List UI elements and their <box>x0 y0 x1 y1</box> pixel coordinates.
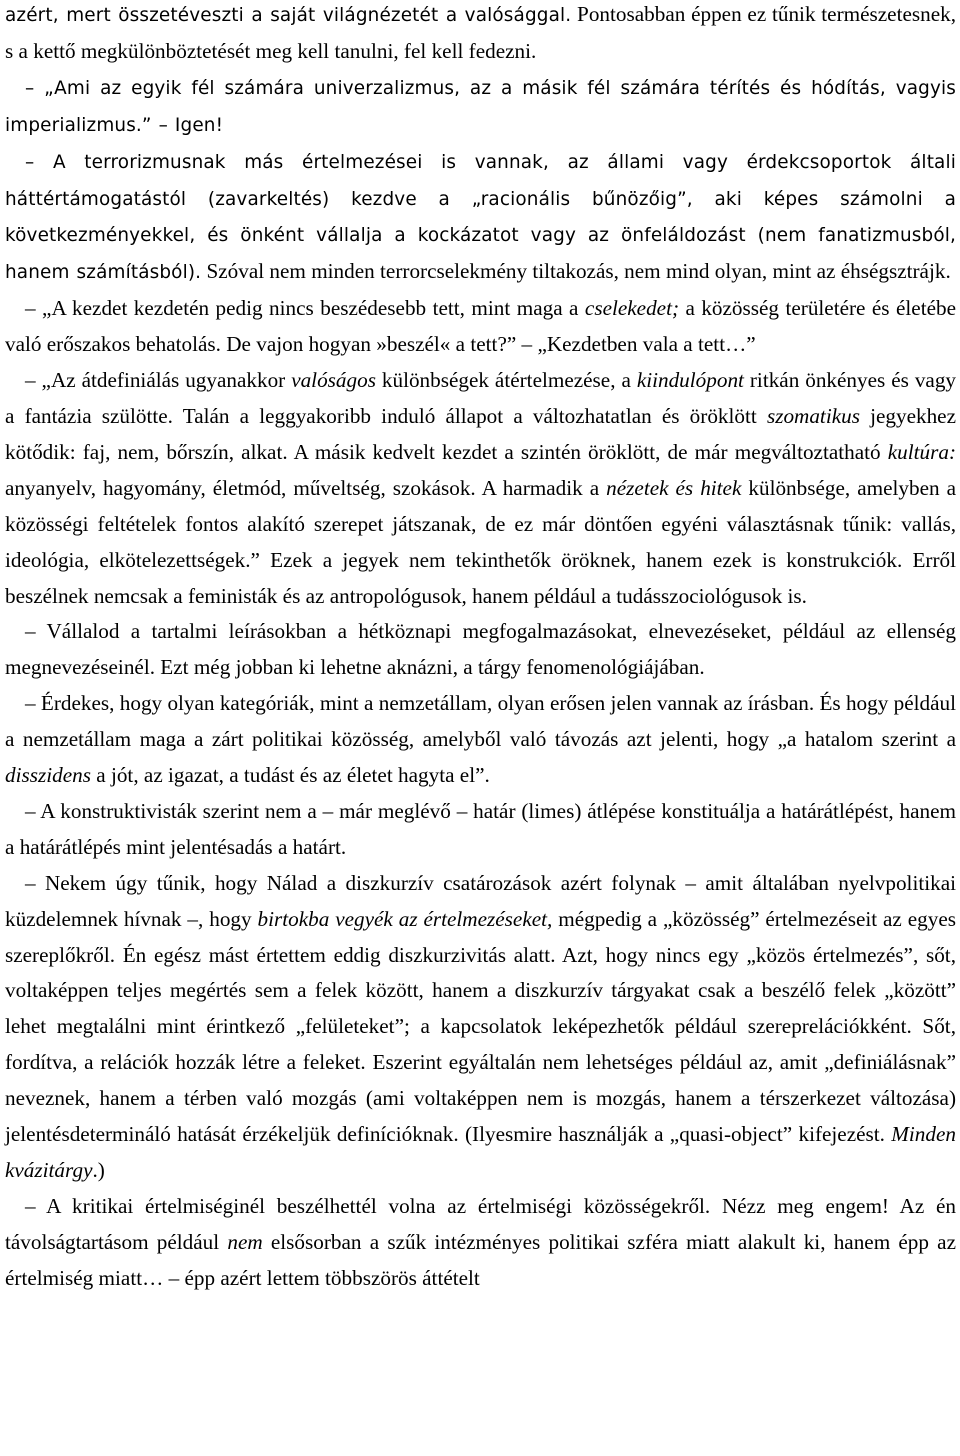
paragraph <box>5 1189 956 1297</box>
paragraph <box>5 144 956 292</box>
paragraph <box>5 363 956 614</box>
italic-text-run: kiindulópont <box>636 368 744 393</box>
text-run: – „Ami az egyik fél számára univerzalizmus, az a másik fél számára térítés és hódítás, vagyis imperializmus.” – Igen! <box>5 77 956 136</box>
italic-text-run: kultúra: <box>887 439 956 464</box>
paragraph <box>5 614 956 686</box>
text-run: – Nekem úgy tűnik, hogy Nálad a diszkurzív csatározások azért folynak – amit általában nyelvpolitikai küzdelemnek hívnak –, hogy <box>5 870 956 931</box>
text-run: a közösség területére és életébe való erőszakos behatolás. De vajon hogyan »beszél« a tett?” – „Kezdetben vala a tett…” <box>5 296 956 357</box>
paragraph <box>5 70 956 144</box>
italic-text-run: nézetek és hitek <box>606 475 742 500</box>
text-run: Szóval nem minden terrorcselekmény tiltakozás, nem mind olyan, mint az éhségsztrájk. <box>201 259 951 284</box>
italic-text-run: cselekedet; <box>584 296 680 321</box>
text-run: különbségek átértelmezése, a <box>375 368 637 393</box>
text-run: Pontosabban éppen ez tűnik természetesnek, s a kettő megkülönböztetését meg kell tanulni, fel kell fedezni. <box>5 2 956 63</box>
text-run: – Érdekes, hogy olyan kategóriák, mint a nemzetállam, olyan erősen jelen vannak az írásban. És hogy például a nemzetállam maga a zárt politikai közösség, amelyből való távozás azt jelenti, hogy „a hatalom szerint a <box>5 691 956 752</box>
italic-text-run: disszidens <box>5 763 91 788</box>
text-run: jegyekhez kötődik: faj, nem, bőrszín, alkat. A másik kedvelt kezdet a szintén öröklött, de már megváltoztatható <box>5 403 956 464</box>
paragraph <box>5 0 956 70</box>
text-run: elsősorban a szűk intézményes politikai szféra miatt alakult ki, hanem épp az értelmiség miatt… – épp azért lettem többszörös áttételt <box>5 1229 956 1290</box>
italic-text-run: birtokba vegyék az értelmezéseket, <box>257 906 553 931</box>
text-run: különbsége, amelyben a közösségi feltételek fontos alakító szerepet játszanak, de ez már döntően egyéni választásnak tűnik: vallás, ideológia, elkötelezettségek.” Ezek a jegyek nem tekinthetők öröknek, hanem ezek is konstrukciók. Erről beszélnek nemcsak a feministák és az antropológusok, hanem például a tudásszociológusok is. <box>5 475 956 608</box>
text-run: mégpedig a „közösség” értelmezéseit az egyes szereplőkről. Én egész mást értettem eddig diszkurzivitás alatt. Azt, hogy nincs egy „közös értelmezés”, sőt, voltaképpen teljes megértés sem a felek között, hanem a diszkurzív tárgyakat csak a beszélő felek „között” lehet megtalálni mint érintkező „felületeket”; a kapcsolatok leképezhetők például szereprelációkként. Sőt, fordítva, a relációk hozzák létre a feleket. Eszerint egyáltalán nem lehetséges például az, amit „definiálásnak” neveznek, hanem a térben való mozgás (ami voltaképpen nem is mozgás, hanem a térszerkezet változása) jelentésdetermináló hatását érzékeljük definícióknak. (Ilyesmire használják a „quasi-object” kifejezést. <box>5 906 956 1147</box>
text-run: – A terrorizmusnak más értelmezései is vannak, az állami vagy érdekcsoportok általi háttértámogatástól (zavarkeltés) kezdve a „racionális bűnözőig”, aki képes számolni a következményekkel, és önként vállalja a kockázatot vagy az önfeláldozást (nem fanatizmusból, hanem számításból). <box>5 151 956 284</box>
italic-text-run: szomatikus <box>766 403 860 428</box>
text-run: – A kritikai értelmiséginél beszélhettél volna az értelmiségi közösségekről. Nézz meg engem! Az én távolságtartásom például <box>5 1193 956 1254</box>
text-run: anyanyelv, hagyomány, életmód, műveltség, szokások. A harmadik a <box>5 475 607 500</box>
italic-text-run: nem <box>227 1229 263 1254</box>
text-run: .) <box>92 1158 105 1182</box>
paragraph <box>5 866 956 1189</box>
paragraph <box>5 291 956 363</box>
italic-text-run: Minden kvázitárgy <box>5 1122 956 1182</box>
text-run: – „Az átdefiniálás ugyanakkor <box>25 368 292 393</box>
paragraph <box>5 686 956 794</box>
text-run: ritkán önkényes és vagy a fantázia szülötte. Talán a leggyakoribb induló állapot a változhatatlan és öröklött <box>5 368 957 428</box>
text-run: a jót, az igazat, a tudást és az életet hagyta el”. <box>90 763 490 788</box>
italic-text-run: valóságos <box>291 368 376 393</box>
text-run: – A konstruktivisták szerint nem a – már meglévő – határ (limes) átlépése konstituálja a határátlépést, hanem a határátlépés mint jelentésadás a határt. <box>5 798 956 859</box>
text-run: azért, mert összetéveszti a saját világnézetét a valósággal. <box>5 5 572 26</box>
text-run: – „A kezdet kezdetén pedig nincs beszédesebb tett, mint maga a <box>25 296 585 321</box>
body-text <box>5 0 956 1297</box>
text-run: – Vállalod a tartalmi leírásokban a hétköznapi megfogalmazásokat, elnevezéseket, például az ellenség megnevezéseinél. Ezt még jobban ki lehetne aknázni, a tárgy fenomenológiájában. <box>5 619 956 680</box>
paragraph <box>5 794 956 866</box>
